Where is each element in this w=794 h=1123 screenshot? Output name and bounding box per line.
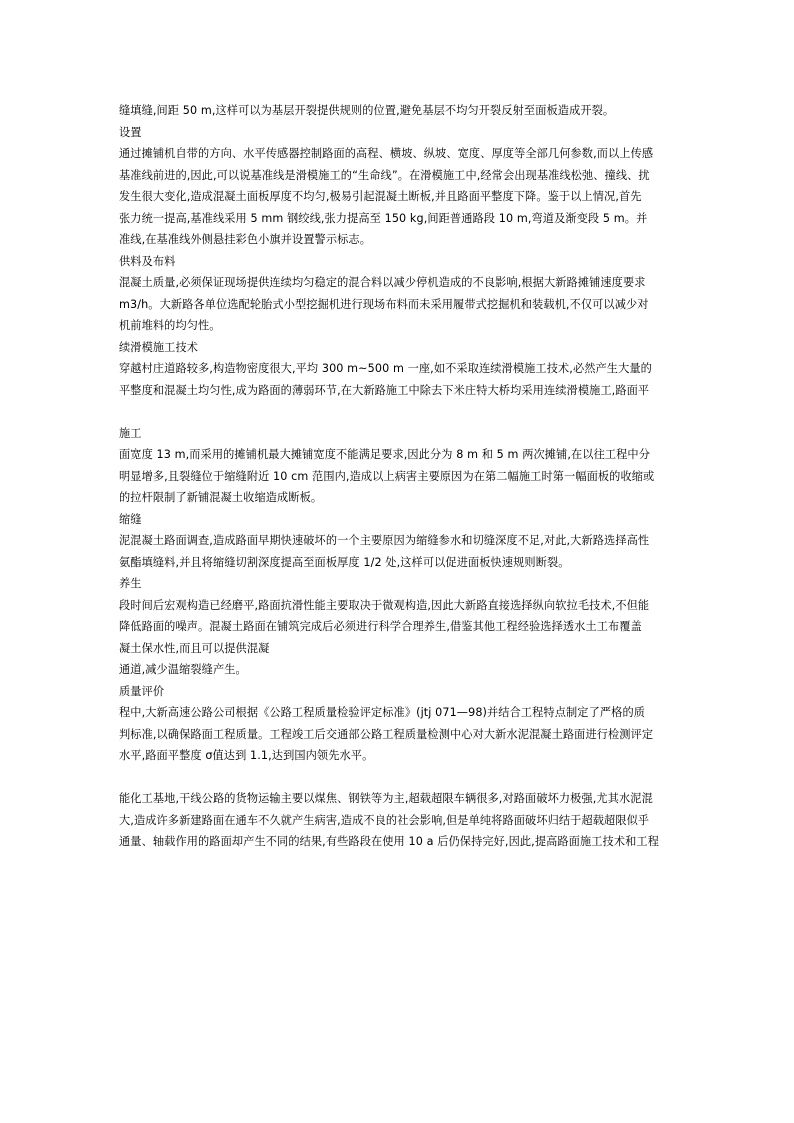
text-line: 混凝土质量,必须保证现场提供连续均匀稳定的混合料以减少停机造成的不良影响,根据大新路摊铺速度要求 (119, 276, 646, 289)
text-line: 凝土保水性,而且可以提供混凝 (119, 641, 270, 655)
text-line: 穿越村庄道路较多,构造物密度很大,平均 300 m~500 m 一座,如不采取连续滑模施工技术,必然产生大量的 (119, 362, 652, 375)
text-line: 程中,大新高速公路公司根据《公路工程质量检验评定标准》(jtj 071—98)并结合工程特点制定了严格的质 (119, 706, 646, 719)
text-line: 的拉杆限制了新铺混凝土收缩造成断板。 (119, 491, 323, 504)
text-line: 面宽度 13 m,而采用的摊铺机最大摊铺宽度不能满足要求,因此分为 8 m 和 5 m 两次摊铺,在以往工程中分 (119, 448, 651, 461)
section-heading: 施工 (119, 426, 142, 440)
section-heading: 缩缝 (119, 512, 142, 526)
text-line: 基准线前进的,因此,可以说基准线是滑模施工的“生命线”。在滑模施工中,经常会出现基准线松弛、撞线、扰 (119, 168, 650, 182)
text-line: 大,造成许多新建路面在通车不久就产生病害,造成不良的社会影响,但是单纯将路面破坏归结于超载超限似乎 (119, 813, 650, 827)
document-body (119, 100, 675, 853)
section-heading: 养生 (119, 577, 142, 590)
text-line: 水平,路面平整度 σ值达到 1.1,达到国内领先水平。 (119, 749, 374, 762)
text-line: 通过摊铺机自带的方向、水平传感器控制路面的高程、横坡、纵坡、宽度、厚度等全部几何参数,而以上传感 (119, 147, 654, 160)
text-line: 缝填缝,间距 50 m,这样可以为基层开裂提供规则的位置,避免基层不均匀开裂反射至面板造成开裂。 (119, 104, 615, 117)
section-heading: 质量评价 (119, 684, 165, 698)
text-line: 氨酯填缝料,并且将缩缝切割深度提高至面板厚度 1/2 处,这样可以促进面板快速规则断裂。 (119, 555, 570, 569)
text-line: 通量、轴载作用的路面却产生不同的结果,有些路段在使用 10 a 后仍保持完好,因此,提高路面施工技术和工程 (119, 835, 659, 848)
text-line: 泥混凝土路面调查,造成路面早期快速破坏的一个主要原因为缩缝参水和切缝深度不足,对此,大新路选择高性 (119, 534, 650, 547)
section-heading: 续滑模施工技术 (119, 340, 199, 354)
text-line: 判标准,以确保路面工程质量。工程竣工后交通部公路工程质量检测中心对大新水泥混凝土路面进行检测评定 (119, 727, 654, 741)
section-heading: 供料及布料 (119, 254, 176, 268)
text-line: 能化工基地,干线公路的货物运输主要以煤焦、钢铁等为主,超载超限车辆很多,对路面破坏力极强,尤其水泥混 (119, 792, 653, 805)
section-heading: 设置 (119, 125, 142, 139)
text-line: 明显增多,且裂缝位于缩缝附近 10 cm 范围内,造成以上病害主要原因为在第二幅施工时第一幅面板的收缩或 (119, 469, 655, 483)
blank-line (119, 767, 675, 789)
text-line: 机前堆料的均匀性。 (119, 319, 221, 332)
text-line: 段时间后宏观构造已经磨平,路面抗滑性能主要取决于微观构造,因此大新路直接选择纵向软拉毛技术,不但能 (119, 598, 650, 612)
blank-line (119, 401, 675, 423)
text-line: 降低路面的噪声。混凝土路面在铺筑完成后必须进行科学合理养生,借鉴其他工程经验选择透水土工布覆盖 (119, 620, 642, 633)
text-line: 张力统一提高,基准线采用 5 mm 钢绞线,张力提高至 150 kg,间距普通路段 10 m,弯道及渐变段 5 m。并 (119, 211, 648, 225)
text-line: m3/h。大新路各单位选配轮胎式小型挖掘机进行现场布料而未采用履带式挖掘机和装载机,不仅可以减少对 (119, 297, 649, 311)
text-line: 平整度和混凝土均匀性,成为路面的薄弱环节,在大新路施工中除去下米庄特大桥均采用连续滑模施工,路面平 (119, 383, 650, 397)
text-line: 准线,在基准线外侧悬挂彩色小旗并设置警示标志。 (119, 233, 371, 246)
text-line: 发生很大变化,造成混凝土面板厚度不均匀,极易引起混凝土断板,并且路面平整度下降。鉴于以上情况,首先 (119, 190, 642, 203)
text-line: 通道,减少温缩裂缝产生。 (119, 663, 247, 676)
